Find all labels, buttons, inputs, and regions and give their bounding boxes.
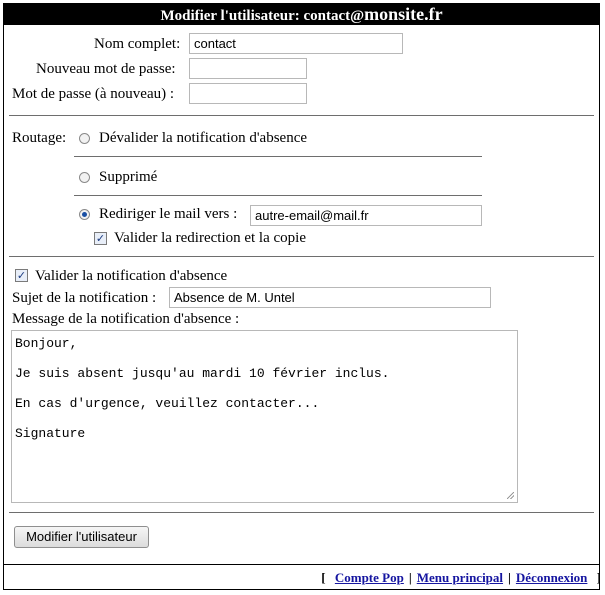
footer-nav	[321, 570, 601, 586]
password-again-input[interactable]	[189, 83, 307, 104]
divider	[74, 156, 482, 157]
full-name-label: Nom complet:	[94, 36, 181, 52]
enable-absence-checkbox[interactable]: ✓	[16, 269, 27, 282]
new-password-label: Nouveau mot de passe:	[36, 61, 176, 77]
title-domain: monsite.fr	[364, 4, 443, 24]
divider	[4, 564, 600, 565]
page-title	[4, 4, 599, 25]
new-password-input[interactable]	[189, 58, 307, 79]
divider	[9, 512, 594, 513]
subject-input[interactable]: Absence de M. Untel	[169, 287, 491, 308]
subject-label: Sujet de la notification :	[12, 290, 157, 306]
link-main-menu[interactable]: Menu principal	[416, 570, 504, 585]
divider	[74, 195, 482, 196]
modify-user-button[interactable]: Modifier l'utilisateur	[14, 526, 149, 548]
radio-redirect-label: Rediriger le mail vers :	[99, 206, 238, 222]
routing-label: Routage:	[12, 130, 67, 146]
enable-absence-label: Valider la notification d'absence	[35, 268, 228, 284]
radio-disable-absence-label: Dévalider la notification d'absence	[99, 130, 308, 146]
message-label: Message de la notification d'absence :	[12, 311, 240, 327]
divider	[9, 115, 594, 116]
password-again-label: Mot de passe (à nouveau) :	[12, 86, 175, 102]
message-textarea[interactable]	[11, 330, 518, 503]
divider	[9, 256, 594, 257]
title-prefix: Modifier l'utilisateur: contact@	[160, 8, 365, 24]
separator: |	[508, 570, 511, 585]
validate-redirect-copy-checkbox[interactable]: ✓	[95, 232, 106, 245]
validate-redirect-copy-label: Valider la redirection et la copie	[114, 230, 306, 246]
radio-deleted[interactable]	[79, 172, 90, 183]
radio-deleted-label: Supprimé	[99, 169, 158, 185]
bracket-close: ]	[596, 570, 601, 585]
radio-disable-absence[interactable]	[79, 133, 90, 144]
message-text: Bonjour, Je suis absent jusqu'au mardi 10 février inclus. En cas d'urgence, veuillez contacter... Signature	[15, 336, 390, 441]
separator: |	[408, 570, 412, 585]
resize-grip-icon[interactable]	[507, 492, 514, 499]
link-compte-pop[interactable]: Compte Pop	[334, 570, 404, 585]
link-logout[interactable]: Déconnexion	[515, 570, 588, 585]
redirect-email-input[interactable]: autre-email@mail.fr	[250, 205, 482, 226]
full-name-input[interactable]: contact	[189, 33, 403, 54]
radio-redirect[interactable]	[79, 209, 90, 220]
bracket-open: [	[321, 570, 326, 585]
